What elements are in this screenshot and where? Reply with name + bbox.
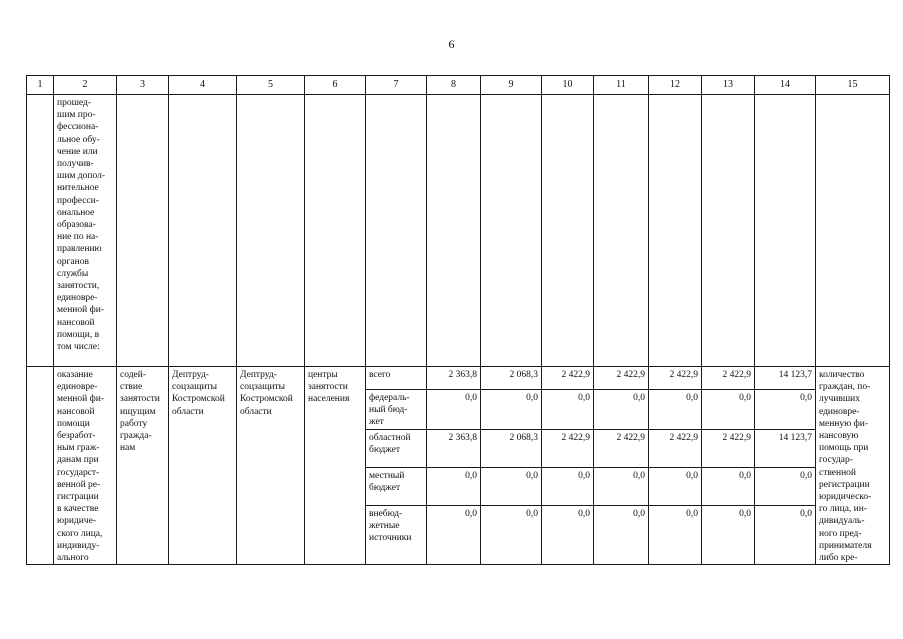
column-number: 8: [427, 76, 481, 95]
funding-total: 0,0: [755, 467, 816, 505]
funding-value: 0,0: [594, 505, 649, 564]
funding-value: 2 422,9: [542, 367, 594, 390]
funding-value: 0,0: [702, 389, 755, 430]
table-row: [27, 95, 890, 367]
funding-value: 0,0: [542, 389, 594, 430]
funding-value: 2 363,8: [427, 367, 481, 390]
funding-value: 0,0: [481, 389, 542, 430]
funding-source-label: внебюд- жетные источники: [366, 505, 427, 564]
funding-value: 2 068,3: [481, 367, 542, 390]
funding-value: 2 422,9: [649, 430, 702, 468]
funding-value: 0,0: [649, 467, 702, 505]
co-executor: Дептруд- соцзащиты Костромской области: [237, 367, 305, 565]
funding-value: 0,0: [427, 505, 481, 564]
cell-empty: [755, 95, 816, 367]
column-number: 1: [27, 76, 54, 95]
page-number: 6: [448, 37, 455, 51]
funding-source-label: федераль- ный бюд- жет: [366, 389, 427, 430]
funding-value: 0,0: [702, 505, 755, 564]
responsible-executor: Дептруд- соцзащиты Костромской области: [169, 367, 237, 565]
funding-value: 0,0: [594, 389, 649, 430]
cell-empty: [481, 95, 542, 367]
funding-value: 0,0: [427, 389, 481, 430]
column-number: 4: [169, 76, 237, 95]
column-number: 13: [702, 76, 755, 95]
funding-value: 0,0: [594, 467, 649, 505]
funding-value: 2 422,9: [702, 430, 755, 468]
funding-value: 0,0: [427, 467, 481, 505]
column-number: 5: [237, 76, 305, 95]
cell-empty: [27, 367, 54, 565]
cell-empty: [27, 95, 54, 367]
funding-value: 2 363,8: [427, 430, 481, 468]
cell-empty: [117, 95, 169, 367]
column-number: 15: [816, 76, 890, 95]
funding-value: 0,0: [702, 467, 755, 505]
funding-total: 0,0: [755, 505, 816, 564]
column-number-row: [27, 76, 890, 95]
funding-total: 0,0: [755, 389, 816, 430]
participants: центры занятости населения: [305, 367, 366, 565]
funding-value: 2 422,9: [649, 367, 702, 390]
column-number: 14: [755, 76, 816, 95]
column-number: 7: [366, 76, 427, 95]
funding-value: 0,0: [542, 467, 594, 505]
column-number: 3: [117, 76, 169, 95]
column-number: 10: [542, 76, 594, 95]
column-number: 2: [54, 76, 117, 95]
cell-empty: [237, 95, 305, 367]
funding-value: 2 068,3: [481, 430, 542, 468]
program-table: [26, 75, 890, 565]
funding-value: 2 422,9: [594, 367, 649, 390]
result-indicator: количество граждан, по- лучивших единовре- менную фи- нансовую помощь при государ- ственной регистрации юридическо- го лица, ин- дивидуаль- ного пред- принимателя либо кре-: [816, 367, 890, 565]
indicator-description: прошед- шим про- фессиона- льное обу- чение или получив- шим допол- нительное професси- ональное образова- ние по на- правлению органов службы занятости, единовре- менной фи- нансовой помощи, в том числе:: [54, 95, 117, 367]
funding-value: 2 422,9: [542, 430, 594, 468]
funding-value: 2 422,9: [594, 430, 649, 468]
column-number: 11: [594, 76, 649, 95]
funding-total: 14 123,7: [755, 367, 816, 390]
cell-empty: [649, 95, 702, 367]
cell-empty: [305, 95, 366, 367]
cell-empty: [594, 95, 649, 367]
cell-empty: [169, 95, 237, 367]
measure-description: оказание единовре- менной фи- нансовой помощи безработ- ным граж- данам при государст- венной ре- гистрации в качестве юридиче- ского лица, индивиду- ального: [54, 367, 117, 565]
task-description: содей- ствие занятости ищущим работу гражда- нам: [117, 367, 169, 565]
column-number: 6: [305, 76, 366, 95]
cell-empty: [816, 95, 890, 367]
funding-value: 0,0: [649, 389, 702, 430]
funding-source-label: местный бюджет: [366, 467, 427, 505]
funding-source-label: областной бюджет: [366, 430, 427, 468]
cell-empty: [702, 95, 755, 367]
funding-value: 0,0: [481, 505, 542, 564]
funding-value: 0,0: [542, 505, 594, 564]
funding-total: 14 123,7: [755, 430, 816, 468]
cell-empty: [427, 95, 481, 367]
column-number: 9: [481, 76, 542, 95]
column-number: 12: [649, 76, 702, 95]
table-row: [27, 367, 890, 390]
funding-value: 2 422,9: [702, 367, 755, 390]
funding-value: 0,0: [649, 505, 702, 564]
funding-value: 0,0: [481, 467, 542, 505]
cell-empty: [366, 95, 427, 367]
funding-source-label: всего: [366, 367, 427, 390]
cell-empty: [542, 95, 594, 367]
